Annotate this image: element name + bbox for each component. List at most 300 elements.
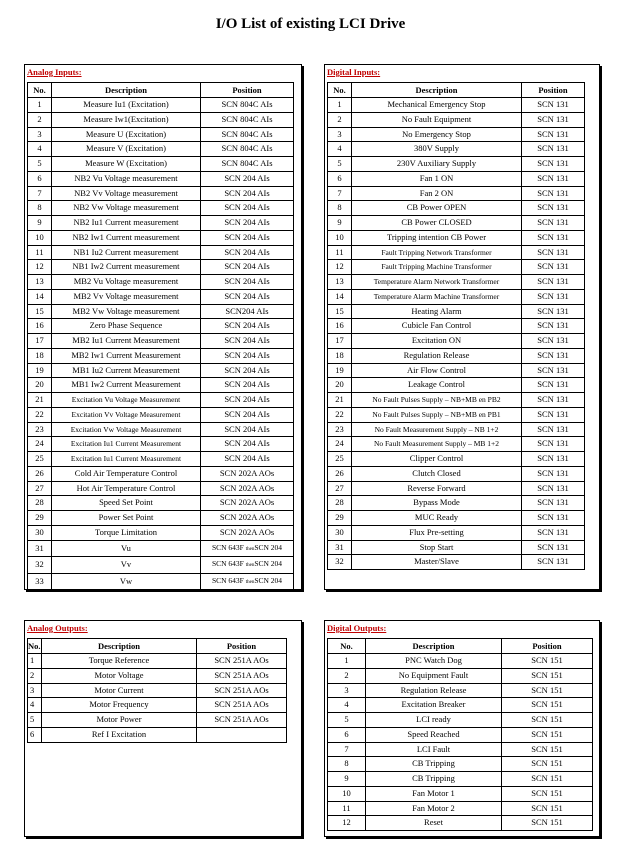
table-row: [328, 201, 585, 216]
row-description: Reverse Forward: [352, 481, 522, 496]
row-description: Measure U (Excitation): [52, 127, 201, 142]
row-number: 25: [28, 452, 52, 467]
table-row: [328, 171, 585, 186]
row-description: Excitation Iu1 Current Measurement: [52, 437, 201, 452]
row-position: SCN 204 AIs: [201, 260, 294, 275]
table-row: [28, 466, 294, 481]
row-description: MB2 Vv Voltage measurement: [52, 289, 201, 304]
row-description: CB Power OPEN: [352, 201, 522, 216]
row-position: SCN 131: [522, 98, 585, 113]
row-number: 22: [328, 407, 352, 422]
row-number: 6: [28, 727, 42, 742]
row-description: Fault Tripping Network Transformer: [352, 245, 522, 260]
row-position: SCN 204 AIs: [201, 348, 294, 363]
row-number: 19: [28, 363, 52, 378]
table-row: [328, 289, 585, 304]
row-number: 17: [28, 334, 52, 349]
header-position: Position: [197, 639, 287, 654]
row-description: Reset: [366, 816, 502, 831]
position-target: SCN 204: [254, 559, 283, 569]
row-description: NB2 Vw Voltage measurement: [52, 201, 201, 216]
row-number: 20: [328, 378, 352, 393]
row-position: SCN 204 AIs: [201, 289, 294, 304]
row-position: SCN 204 AIs: [201, 407, 294, 422]
row-position: SCN 204 AIs: [201, 422, 294, 437]
row-position: SCN 204 AIs: [201, 186, 294, 201]
analog-outputs-table: [27, 638, 287, 743]
row-position: SCN 204 AIs: [201, 334, 294, 349]
row-number: 24: [328, 437, 352, 452]
table-row: [328, 378, 585, 393]
row-number: 32: [328, 555, 352, 570]
row-description: Master/Slave: [352, 555, 522, 570]
table-row: [328, 466, 585, 481]
row-description: Mechanical Emergency Stop: [352, 98, 522, 113]
row-position: SCN 131: [522, 304, 585, 319]
row-position: SCN 151: [502, 668, 593, 683]
position-source: SCN 643F: [211, 542, 244, 552]
row-number: 23: [28, 422, 52, 437]
table-row: [328, 230, 585, 245]
row-number: 21: [28, 393, 52, 408]
row-description: No Fault Measurement Supply – NB 1+2: [352, 422, 522, 437]
row-position: SCN 202A AOs: [201, 511, 294, 526]
row-position: SCN 804C AIs: [201, 157, 294, 172]
row-position: SCN 131: [522, 245, 585, 260]
row-number: 27: [328, 481, 352, 496]
row-description: Clutch Closed: [352, 466, 522, 481]
row-number: 19: [328, 363, 352, 378]
table-row: [328, 304, 585, 319]
header-row: [328, 83, 585, 98]
row-description: Excitation Vv Voltage Measurement: [52, 407, 201, 422]
row-position: SCN 204 AIs: [201, 393, 294, 408]
table-row: [28, 668, 287, 683]
row-description: Vv: [52, 557, 201, 574]
row-position: SCN 204 AIs: [201, 245, 294, 260]
row-number: 4: [328, 142, 352, 157]
row-number: 18: [328, 348, 352, 363]
table-row: [28, 98, 294, 113]
table-row: [28, 230, 294, 245]
row-position: SCN 204 AIs: [201, 378, 294, 393]
table-row: [328, 757, 593, 772]
row-number: 28: [328, 496, 352, 511]
table-row: [28, 112, 294, 127]
header-position: Position: [502, 639, 593, 654]
row-number: 11: [328, 245, 352, 260]
row-number: 1: [28, 654, 42, 669]
position-target: SCN 204: [254, 542, 283, 552]
row-description: MB2 Vw Voltage measurement: [52, 304, 201, 319]
row-position: SCN 151: [502, 698, 593, 713]
row-position: SCN 151: [502, 816, 593, 831]
digital-outputs-table: [327, 638, 593, 831]
row-description: No Emergency Stop: [352, 127, 522, 142]
row-position: SCN 131: [522, 481, 585, 496]
analog-inputs-panel: [24, 64, 302, 590]
row-position: SCN 131: [522, 407, 585, 422]
table-row: [28, 245, 294, 260]
row-description: Excitation Iu1 Current Measurement: [52, 452, 201, 467]
row-position: SCN 131: [522, 142, 585, 157]
row-description: Speed Reached: [366, 727, 502, 742]
row-description: No Fault Equipment: [352, 112, 522, 127]
row-number: 21: [328, 393, 352, 408]
row-number: 16: [28, 319, 52, 334]
row-number: 2: [28, 668, 42, 683]
row-description: Motor Current: [42, 683, 197, 698]
row-position: SCN 131: [522, 393, 585, 408]
then-word: then: [245, 546, 255, 552]
table-row: [328, 393, 585, 408]
row-position: SCN 204 AIs: [201, 452, 294, 467]
row-position: SCN 151: [502, 654, 593, 669]
row-description: MB2 Vu Voltage measurement: [52, 275, 201, 290]
row-description: Bypass Mode: [352, 496, 522, 511]
row-position: SCN 131: [522, 230, 585, 245]
row-description: NB2 Vv Voltage measurement: [52, 186, 201, 201]
row-number: 5: [28, 713, 42, 728]
row-position: SCN 151: [502, 742, 593, 757]
table-row: [28, 378, 294, 393]
row-position: [201, 557, 294, 574]
table-row: [28, 348, 294, 363]
row-position: SCN 151: [502, 713, 593, 728]
row-description: NB2 Vu Voltage measurement: [52, 171, 201, 186]
table-row: [328, 540, 585, 555]
row-number: 26: [28, 466, 52, 481]
row-position: SCN 204 AIs: [201, 437, 294, 452]
row-description: Excitation ON: [352, 334, 522, 349]
table-row: [28, 511, 294, 526]
row-number: 14: [328, 289, 352, 304]
row-number: 5: [328, 157, 352, 172]
row-description: MUC Ready: [352, 511, 522, 526]
table-row: [28, 127, 294, 142]
table-row: [328, 407, 585, 422]
table-row: [28, 334, 294, 349]
row-position: SCN 131: [522, 275, 585, 290]
row-number: 14: [28, 289, 52, 304]
row-description: No Fault Pulses Supply – NB+MB en PB2: [352, 393, 522, 408]
table-row: [328, 742, 593, 757]
row-description: Motor Power: [42, 713, 197, 728]
row-description: Regulation Release: [366, 683, 502, 698]
table-row: [28, 186, 294, 201]
header-no: No.: [28, 639, 42, 654]
row-position: SCN 251A AOs: [197, 683, 287, 698]
table-row: [28, 727, 287, 742]
row-number: 6: [328, 171, 352, 186]
table-row: [28, 363, 294, 378]
row-position: SCN 202A AOs: [201, 496, 294, 511]
row-number: 30: [328, 525, 352, 540]
then-word: then: [245, 563, 255, 569]
row-position: SCN 151: [502, 757, 593, 772]
row-number: 11: [328, 801, 366, 816]
row-description: Cold Air Temperature Control: [52, 466, 201, 481]
row-number: 10: [328, 786, 366, 801]
table-row: [328, 142, 585, 157]
table-row: [28, 142, 294, 157]
row-position: [201, 540, 294, 557]
header-description: Description: [52, 83, 201, 98]
row-description: Fan 2 ON: [352, 186, 522, 201]
row-position: SCN 251A AOs: [197, 654, 287, 669]
row-description: Motor Voltage: [42, 668, 197, 683]
table-row: [28, 407, 294, 422]
row-description: Fan 1 ON: [352, 171, 522, 186]
row-position: SCN 131: [522, 112, 585, 127]
row-position: SCN 151: [502, 683, 593, 698]
row-number: 7: [328, 186, 352, 201]
table-row: [328, 683, 593, 698]
row-position: SCN 131: [522, 334, 585, 349]
analog-inputs-table: [27, 82, 294, 591]
row-description: Fan Motor 2: [366, 801, 502, 816]
header-row: [328, 639, 593, 654]
row-number: 10: [328, 230, 352, 245]
row-number: 30: [28, 525, 52, 540]
row-position: SCN 251A AOs: [197, 713, 287, 728]
table-row: [328, 727, 593, 742]
row-position: SCN 204 AIs: [201, 171, 294, 186]
table-row: [328, 496, 585, 511]
table-row: [328, 98, 585, 113]
row-position: SCN204 AIs: [201, 304, 294, 319]
table-row: [28, 557, 294, 574]
table-row: [328, 216, 585, 231]
row-number: 4: [328, 698, 366, 713]
row-number: 29: [28, 511, 52, 526]
digital-inputs-panel: [324, 64, 600, 590]
row-description: No Fault Pulses Supply – NB+MB en PB1: [352, 407, 522, 422]
table-row: [28, 713, 287, 728]
row-description: Tripping intention CB Power: [352, 230, 522, 245]
table-row: [328, 816, 593, 831]
row-number: 22: [28, 407, 52, 422]
row-description: Excitation Vu Voltage Measurement: [52, 393, 201, 408]
table-row: [28, 525, 294, 540]
table-row: [328, 363, 585, 378]
row-position: SCN 131: [522, 540, 585, 555]
table-row: [328, 260, 585, 275]
row-number: 9: [328, 772, 366, 787]
header-no: No.: [328, 83, 352, 98]
row-number: 3: [328, 127, 352, 142]
row-number: 28: [28, 496, 52, 511]
row-description: Power Set Point: [52, 511, 201, 526]
table-row: [328, 772, 593, 787]
row-description: Torque Reference: [42, 654, 197, 669]
row-position: SCN 151: [502, 772, 593, 787]
row-position: SCN 131: [522, 216, 585, 231]
row-position: SCN 204 AIs: [201, 216, 294, 231]
row-description: No Equipment Fault: [366, 668, 502, 683]
row-number: 8: [28, 201, 52, 216]
row-position: SCN 131: [522, 289, 585, 304]
table-row: [28, 201, 294, 216]
table-row: [328, 422, 585, 437]
row-number: 31: [28, 540, 52, 557]
analog-inputs-label: Analog Inputs:: [27, 67, 82, 77]
row-description: CB Tripping: [366, 757, 502, 772]
row-position: SCN 151: [502, 801, 593, 816]
row-description: MB2 Iw1 Current Measurement: [52, 348, 201, 363]
table-row: [328, 786, 593, 801]
table-row: [28, 260, 294, 275]
table-row: [328, 698, 593, 713]
row-position: SCN 131: [522, 378, 585, 393]
row-position: SCN 131: [522, 127, 585, 142]
row-number: 20: [28, 378, 52, 393]
row-position: SCN 204 AIs: [201, 319, 294, 334]
row-number: 12: [28, 260, 52, 275]
row-position: SCN 131: [522, 171, 585, 186]
table-row: [28, 275, 294, 290]
header-position: Position: [522, 83, 585, 98]
table-row: [28, 289, 294, 304]
row-position: [201, 574, 294, 591]
row-position: SCN 204 AIs: [201, 230, 294, 245]
row-position: SCN 151: [502, 786, 593, 801]
table-row: [328, 801, 593, 816]
row-number: 15: [328, 304, 352, 319]
row-number: 15: [28, 304, 52, 319]
row-number: 13: [328, 275, 352, 290]
row-description: CB Tripping: [366, 772, 502, 787]
row-description: Fan Motor 1: [366, 786, 502, 801]
row-position: SCN 131: [522, 466, 585, 481]
table-row: [328, 319, 585, 334]
digital-outputs-panel: [324, 620, 600, 837]
row-description: LCI Fault: [366, 742, 502, 757]
header-no: No.: [28, 83, 52, 98]
row-number: 6: [28, 171, 52, 186]
row-description: Temperature Alarm Network Transformer: [352, 275, 522, 290]
table-row: [28, 216, 294, 231]
row-description: Heating Alarm: [352, 304, 522, 319]
row-position: SCN 131: [522, 437, 585, 452]
digital-inputs-label: Digital Inputs:: [327, 67, 381, 77]
table-row: [328, 555, 585, 570]
row-position: SCN 131: [522, 157, 585, 172]
table-row: [328, 525, 585, 540]
row-description: MB2 Iu1 Current Measurement: [52, 334, 201, 349]
row-number: 4: [28, 142, 52, 157]
row-number: 12: [328, 816, 366, 831]
row-description: Regulation Release: [352, 348, 522, 363]
row-number: 1: [328, 98, 352, 113]
row-description: Motor Frequency: [42, 698, 197, 713]
row-number: 2: [328, 668, 366, 683]
table-row: [28, 319, 294, 334]
row-number: 25: [328, 452, 352, 467]
row-position: SCN 202A AOs: [201, 525, 294, 540]
row-number: 17: [328, 334, 352, 349]
table-row: [328, 452, 585, 467]
row-position: SCN 804C AIs: [201, 112, 294, 127]
header-description: Description: [352, 83, 522, 98]
row-position: SCN 804C AIs: [201, 98, 294, 113]
row-description: Speed Set Point: [52, 496, 201, 511]
row-description: Measure Iw1(Excitation): [52, 112, 201, 127]
row-number: 32: [28, 557, 52, 574]
row-number: 7: [28, 186, 52, 201]
row-description: MB1 Iu2 Current Measurement: [52, 363, 201, 378]
row-number: 2: [28, 112, 52, 127]
row-number: 23: [328, 422, 352, 437]
header-description: Description: [42, 639, 197, 654]
row-description: 380V Supply: [352, 142, 522, 157]
header-row: [28, 639, 287, 654]
table-row: [28, 171, 294, 186]
row-position: SCN 204 AIs: [201, 363, 294, 378]
row-number: 1: [28, 98, 52, 113]
table-row: [328, 348, 585, 363]
header-position: Position: [201, 83, 294, 98]
row-position: SCN 204 AIs: [201, 275, 294, 290]
row-position: SCN 204 AIs: [201, 201, 294, 216]
table-row: [28, 304, 294, 319]
row-description: MB1 Iw2 Current Measurement: [52, 378, 201, 393]
row-position: SCN 131: [522, 319, 585, 334]
row-position: SCN 251A AOs: [197, 698, 287, 713]
table-row: [328, 127, 585, 142]
row-position: SCN 131: [522, 525, 585, 540]
table-row: [328, 186, 585, 201]
row-number: 26: [328, 466, 352, 481]
row-number: 5: [28, 157, 52, 172]
table-row: [28, 452, 294, 467]
header-description: Description: [366, 639, 502, 654]
row-number: 3: [28, 683, 42, 698]
analog-outputs-label: Analog Outputs:: [27, 623, 88, 633]
table-row: [28, 574, 294, 591]
row-description: Vu: [52, 540, 201, 557]
row-position: SCN 131: [522, 555, 585, 570]
row-number: 31: [328, 540, 352, 555]
table-row: [328, 334, 585, 349]
table-row: [328, 275, 585, 290]
row-description: 230V Auxiliary Supply: [352, 157, 522, 172]
table-row: [28, 393, 294, 408]
row-description: Measure Iu1 (Excitation): [52, 98, 201, 113]
table-row: [28, 422, 294, 437]
row-position: SCN 804C AIs: [201, 127, 294, 142]
digital-inputs-table: [327, 82, 585, 570]
table-row: [328, 437, 585, 452]
row-number: 6: [328, 727, 366, 742]
row-number: 1: [328, 654, 366, 669]
row-number: 2: [328, 112, 352, 127]
row-description: Leakage Control: [352, 378, 522, 393]
row-description: Measure V (Excitation): [52, 142, 201, 157]
header-row: [28, 83, 294, 98]
row-number: 16: [328, 319, 352, 334]
table-row: [328, 245, 585, 260]
row-number: 8: [328, 201, 352, 216]
table-row: [328, 713, 593, 728]
row-description: Excitation Vw Voltage Measurement: [52, 422, 201, 437]
row-description: Excitation Breaker: [366, 698, 502, 713]
row-number: 13: [28, 275, 52, 290]
row-description: Ref I Excitation: [42, 727, 197, 742]
row-description: NB2 Iw1 Current measurement: [52, 230, 201, 245]
row-position: SCN 131: [522, 260, 585, 275]
row-description: LCI ready: [366, 713, 502, 728]
